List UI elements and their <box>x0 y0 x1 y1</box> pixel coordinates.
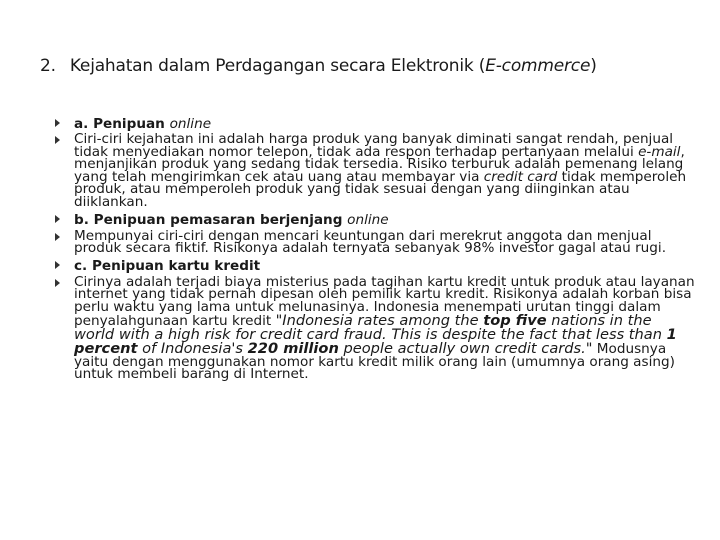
desc-a-italic-email: e-mail <box>638 143 681 160</box>
description-b: Mempunyai ciri-ciri dengan mencari keuntungan dari merekrut anggota dan menjual produk secara fiktif. Risikonya adalah ternyata sebanyak 98% investor gagal atau rugi. <box>74 227 667 257</box>
quote-part-2: nations in the world with a high risk for credit card fraud. This is despite the fact that less than <box>74 311 667 343</box>
desc-a-text-3: tidak memperoleh produk, atau memperoleh produk yang tidak sesuai dengan yang diinginkan atau diiklankan. <box>74 168 687 210</box>
section-title <box>40 56 597 76</box>
quote-part-3: of Indonesia's <box>137 339 248 357</box>
quote-bold-1-percent: 1 percent <box>74 325 677 357</box>
heading-b-label: b. Penipuan pemasaran berjenjang <box>74 211 348 228</box>
bullet-list <box>55 116 695 381</box>
section-title-italic: E-commerce <box>485 56 591 76</box>
section-number: 2. <box>40 56 56 76</box>
heading-a <box>74 116 695 132</box>
heading-c <box>74 258 695 274</box>
list-item <box>55 133 695 209</box>
quote-part-1: "Indonesia rates among the <box>275 311 484 329</box>
bullet-arrow-icon <box>55 136 60 144</box>
desc-a-text-2: , menjanjikan produk yang sedang tidak tersedia. Risiko terburuk adalah pemenang lelang yang telah mengirimkan cek atau uang atau membayar via <box>74 143 685 185</box>
list-item <box>55 227 695 257</box>
heading-b-italic: online <box>347 211 389 228</box>
list-item <box>55 116 695 132</box>
quote-bold-top-five: top five <box>483 311 547 329</box>
bullet-arrow-icon <box>55 261 60 269</box>
bullet-arrow-icon <box>55 233 60 241</box>
description-c <box>74 273 695 383</box>
description-a <box>74 133 695 209</box>
section-title-text: Kejahatan dalam Perdagangan secara Elektronik ( <box>69 56 486 76</box>
desc-a-text-1: Ciri-ciri kejahatan ini adalah harga produk yang banyak diminati sangat rendah, penjual tidak menyediakan nomor telepon, tidak ada respon terhadap pertanyaan melalui <box>74 131 674 160</box>
list-item <box>55 273 695 383</box>
heading-c-label: c. Penipuan kartu kredit <box>74 257 261 274</box>
quote-part-4: people actually own credit cards." <box>338 339 593 357</box>
section-title-close: ) <box>590 56 597 76</box>
list-item <box>55 212 695 228</box>
bullet-arrow-icon <box>55 119 60 127</box>
desc-c-text-2: Modusnya yaitu dengan menggunakan nomor kartu kredit milik orang lain (umumnya orang asing) untuk membeli barang di Internet. <box>74 340 675 383</box>
list-item <box>55 258 695 274</box>
desc-c-text-1: Cirinya adalah terjadi biaya misterius pada tagihan kartu kredit untuk produk atau layanan internet yang tidak pernah dipesan oleh pemilik kartu kredit. Risikonya adalah korban bisa perlu waktu yang lama untuk melunasinya. Indonesia menempati urutan tinggi dalam penyalahgunaan kartu kredit <box>74 273 695 329</box>
heading-a-italic: online <box>169 116 212 132</box>
desc-a-italic-credit-card: credit card <box>483 168 558 185</box>
bullet-arrow-icon <box>55 279 60 287</box>
bullet-arrow-icon <box>55 215 60 223</box>
heading-a-label: a. Penipuan <box>74 116 170 132</box>
quote-bold-220-million: 220 million <box>247 339 339 357</box>
heading-b <box>74 212 695 228</box>
